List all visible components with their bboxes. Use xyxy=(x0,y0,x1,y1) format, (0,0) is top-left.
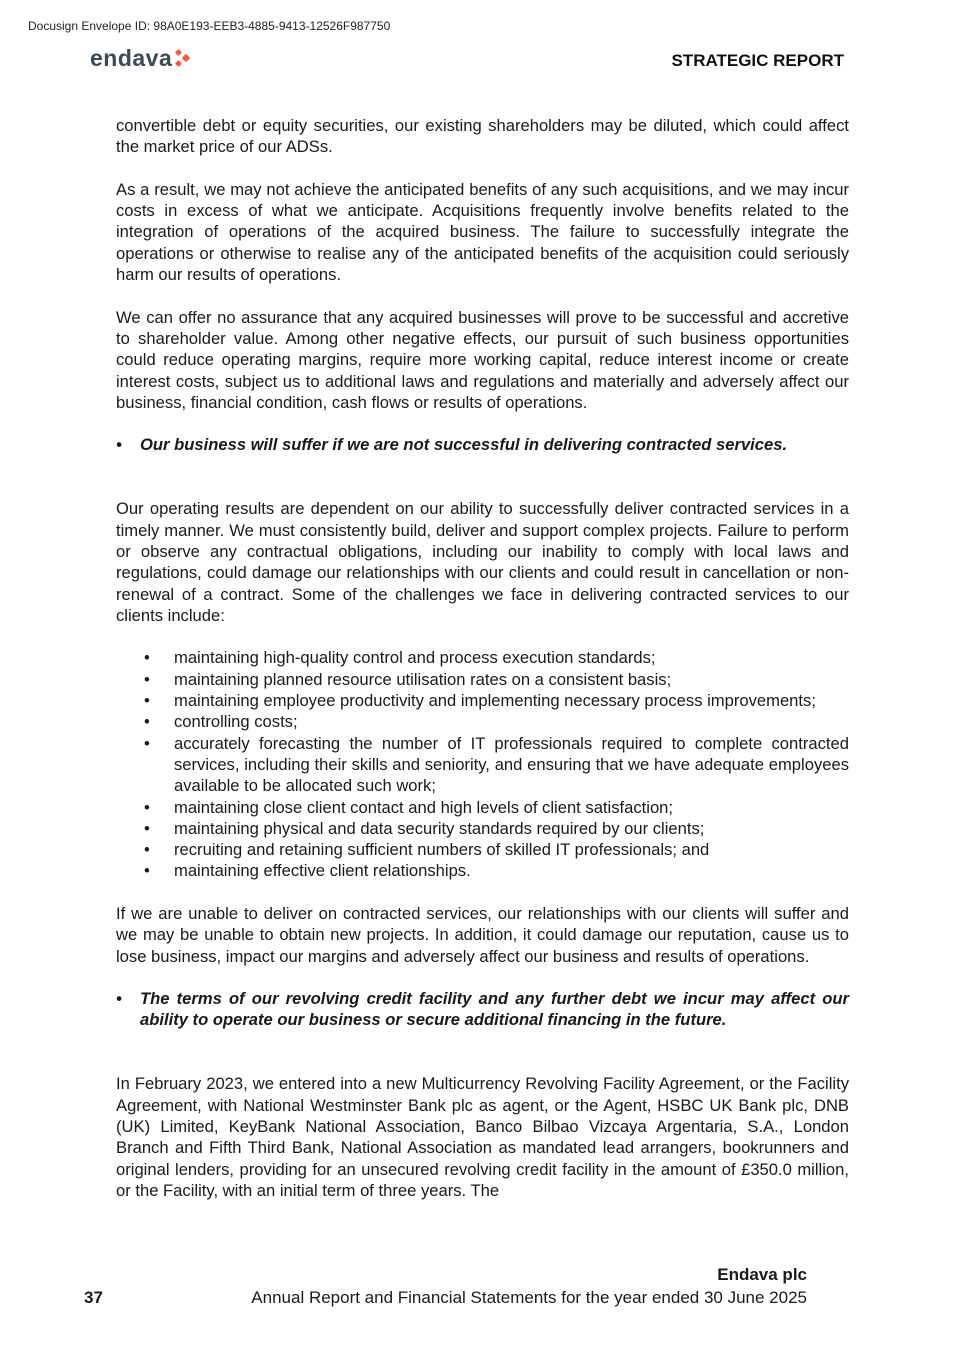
delivery-conclusion-paragraph: If we are unable to deliver on contracted services, our relationships with our clients will suffer and we may be unable to obtain new projects. In addition, it could damage our reputation, cause us to lose business, impact our margins and adversely affect our business and results of operations. xyxy=(116,903,849,966)
list-item: • maintaining planned resource utilisation rates on a consistent basis; xyxy=(144,669,672,689)
endava-mark-icon xyxy=(175,49,191,67)
list-item: • maintaining close client contact and high levels of client satisfaction; xyxy=(144,797,674,817)
list-item: • accurately forecasting the number of IT professionals required to complete contracted services, including their skills and seniority, and ensuring that we have adequate employees available to be allocated such work; xyxy=(144,733,849,796)
intro-paragraph-2: As a result, we may not achieve the anticipated benefits of any such acquisitions, and we may incur costs in excess of what we anticipate. Acquisitions frequently involve benefits related to the integration of operations of the acquired business. The failure to successfully integrate the operations or otherwise to realise any of the anticipated benefits of the acquisition could seriously harm our results of operations. xyxy=(116,179,849,285)
list-item: • maintaining employee productivity and implementing necessary process improvements; xyxy=(144,691,816,711)
challenges-list xyxy=(116,647,849,881)
footer-report-title: Annual Report and Financial Statements for the year ended 30 June 2025 xyxy=(251,1288,807,1307)
risk-heading-text: Our business will suffer if we are not successful in delivering contracted services. xyxy=(140,435,788,455)
list-item: • maintaining effective client relationships. xyxy=(144,861,471,881)
risk-heading-text: The terms of our revolving credit facility and any further debt we incur may affect our ability to operate our business or secure additional financing in the future. xyxy=(140,989,849,1030)
page-number: 37 xyxy=(84,1288,103,1307)
risk-bullet: • xyxy=(116,435,122,455)
credit-facility-paragraph: In February 2023, we entered into a new Multicurrency Revolving Facility Agreement, or the Facility Agreement, with National Westminster Bank plc as agent, or the Agent, HSBC UK Bank plc, DNB (UK) Limited, KeyBank National Association, Banco Bilbao Vizcaya Argentaria, S.A., London Branch and Fifth Third Bank, National Association as mandated lead arrangers, bookrunners and original lenders, providing for an unsecured revolving credit facility in the amount of £350.0 million, or the Facility, with an initial term of three years. The xyxy=(116,1074,849,1200)
section-title: STRATEGIC REPORT xyxy=(671,51,844,70)
envelope-id: Docusign Envelope ID: 98A0E193-EEB3-4885-9413-12526F987750 xyxy=(28,19,391,33)
logo-text: endava xyxy=(90,44,173,71)
list-item: • maintaining high-quality control and process execution standards; xyxy=(144,648,656,668)
risk-heading-credit-facility xyxy=(116,988,849,1031)
footer-company: Endava plc xyxy=(717,1265,807,1284)
delivery-intro-paragraph: Our operating results are dependent on our ability to successfully deliver contracted services in a timely manner. We must consistently build, deliver and support complex projects. Failure to perform or observe any contractual obligations, including our inability to comply with local laws and regulations, could damage our relationships with our clients and could result in cancellation or non-renewal of a contract. Some of the challenges we face in delivering contracted services to our clients include: xyxy=(116,499,849,625)
intro-paragraph-3: We can offer no assurance that any acquired businesses will prove to be successful and accretive to shareholder value. Among other negative effects, our pursuit of such business opportunities could reduce operating margins, require more working capital, reduce interest income or create interest costs, subject us to additional laws and regulations and materially and adversely affect our business, financial condition, cash flows or results of operations. xyxy=(116,307,849,412)
intro-paragraph-1: convertible debt or equity securities, our existing shareholders may be diluted, which could affect the market price of our ADSs. xyxy=(116,116,849,157)
risk-heading-delivery xyxy=(116,434,849,455)
list-item: • recruiting and retaining sufficient numbers of skilled IT professionals; and xyxy=(144,840,710,860)
list-item: • controlling costs; xyxy=(144,712,298,732)
risk-bullet: • xyxy=(116,989,122,1009)
page-body xyxy=(116,115,849,1222)
list-item: • maintaining physical and data security standards required by our clients; xyxy=(144,818,705,838)
endava-logo xyxy=(90,45,191,71)
